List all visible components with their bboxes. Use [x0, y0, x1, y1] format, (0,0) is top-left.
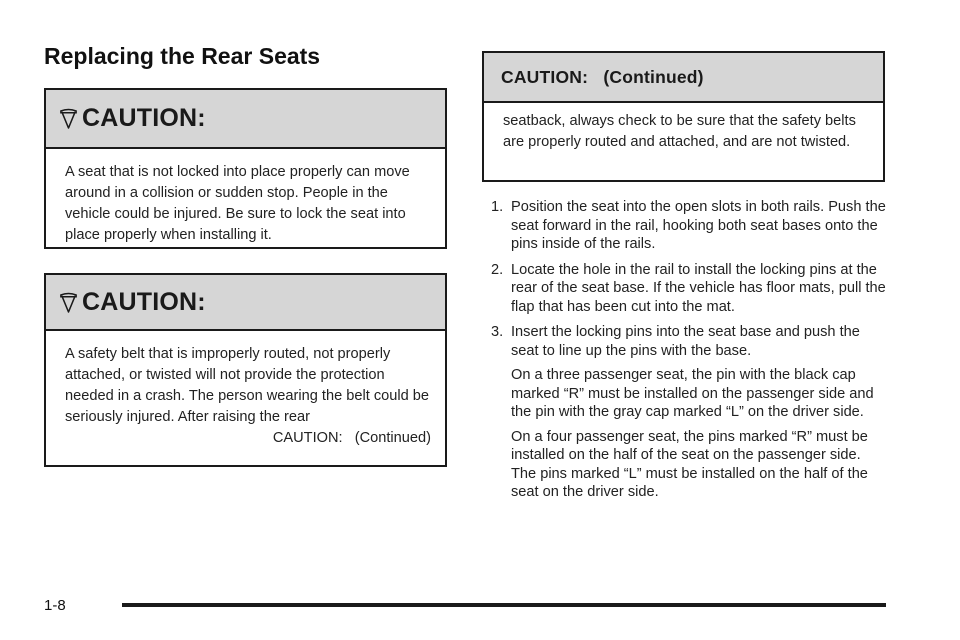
- list-item: [491, 261, 887, 317]
- step-text: Locate the hole in the rail to install the locking pins at the rear of the seat base. If the vehicle has floor mats, pull the flap that has been cut into the mat.: [511, 261, 886, 315]
- caution-header: [484, 53, 883, 103]
- warning-triangle-icon: [59, 108, 78, 129]
- step-subparagraph: On a three passenger seat, the pin with the black cap marked “R” must be installed on the passenger side and the pin with the gray cap marked “L” on the driver side.: [511, 367, 874, 420]
- caution-heading: CAUTION:: [82, 287, 206, 316]
- caution-heading: CAUTION: (Continued): [501, 66, 704, 87]
- caution-box-continued: [482, 51, 885, 182]
- caution-box-seat-lock: [44, 88, 447, 249]
- footer-divider: [122, 603, 886, 607]
- step-text: Insert the locking pins into the seat base and push the seat to line up the pins with the base.: [511, 324, 860, 359]
- caution-heading: CAUTION:: [82, 104, 206, 132]
- step-number: 3.: [491, 324, 504, 340]
- section-title: Replacing the Rear Seats: [44, 43, 321, 69]
- caution-text: seatback, always check to be sure that the safety belts are properly routed and attached, and are not twisted.: [503, 113, 856, 150]
- installation-steps: [491, 198, 887, 509]
- list-item: [491, 198, 887, 254]
- caution-body: [484, 103, 883, 153]
- caution-header: [46, 90, 445, 149]
- continued-marker: CAUTION: (Continued): [272, 430, 431, 446]
- list-item: [491, 323, 887, 502]
- caution-text: A seat that is not locked into place properly can move around in a collision or sudden stop. People in the vehicle could be injured. Be sure to lock the seat into place properly when installing it.: [65, 164, 410, 243]
- caution-box-safety-belt: [44, 273, 447, 467]
- caution-body: [46, 149, 445, 246]
- caution-body: [46, 331, 445, 449]
- warning-triangle-icon: [59, 292, 78, 313]
- step-subparagraph: On a four passenger seat, the pins marked “R” must be installed on the half of the seat on the passenger side. The pins marked “L” must be installed on the half of the seat on the driver side.: [511, 428, 868, 500]
- caution-text: A safety belt that is improperly routed, not properly attached, or twisted will not provide the protection needed in a crash. The person wearing the belt could be seriously injured. After raising the rear: [65, 346, 430, 425]
- step-text: Position the seat into the open slots in both rails. Push the seat forward in the rail, hooking both seat bases onto the pins inside of the rails.: [511, 199, 886, 252]
- caution-header: [46, 275, 445, 331]
- step-number: 2.: [491, 261, 504, 278]
- page-number: 1-8: [44, 597, 66, 614]
- step-number: 1.: [491, 199, 504, 215]
